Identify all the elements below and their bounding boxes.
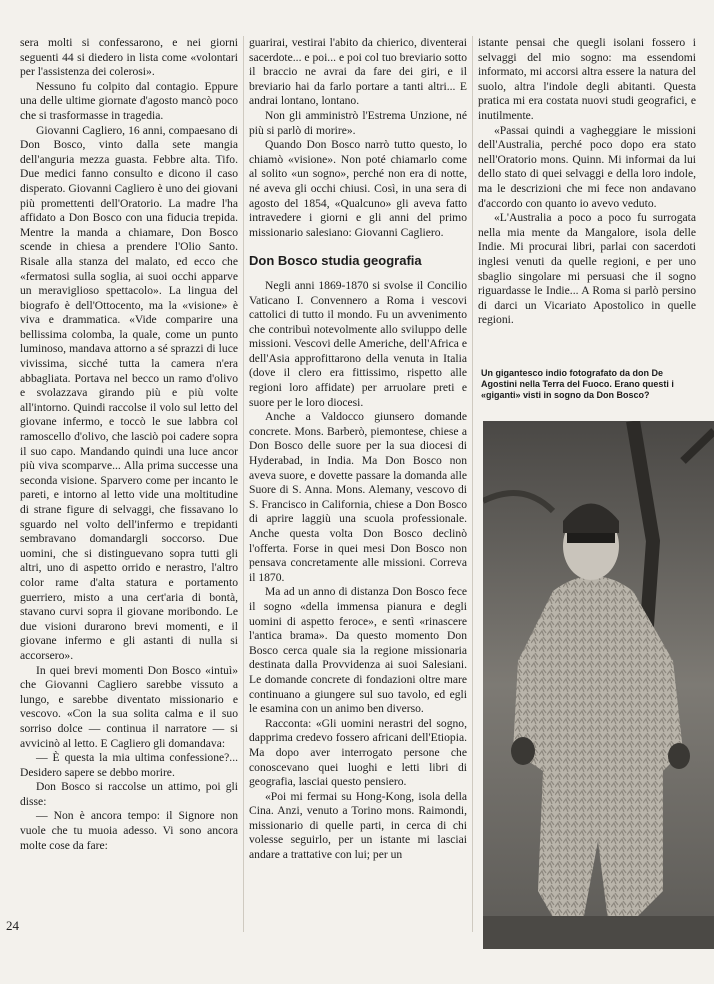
paragraph: guarirai, vestirai l'abito da chierico, diventerai sacerdote... e poi... e poi col tuo breviario sotto il braccio ne avrai da fare dei giri, e il breviario hai da farlo portare a tanti altri... E andrai lontano, lontano. xyxy=(249,36,467,108)
column-divider xyxy=(472,36,473,932)
paragraph: Quando Don Bosco narrò tutto questo, lo chiamò «visione». Non poté chiamarlo come al solito «un sogno», perché non era di notte, né aveva gli occhi chiusi. Così, in una sera di agosto del 1854, «Qualcuno» gli aveva fatto intravedere i giorni e gli anni del primo missionario salesiano: Giovanni Cagliero. xyxy=(249,138,467,239)
paragraph: istante pensai che quegli isolani fossero i selvaggi del mio sogno: ma essendomi informato, mi accorsi altra essere la natura del suolo, altra l'indole degli abitanti. Questa pratica mi era costata nuovi studi geografici, e inutilmente. xyxy=(478,36,696,122)
column-divider xyxy=(243,36,244,932)
page-number: 24 xyxy=(6,918,19,933)
paragraph: Non gli amministrò l'Estrema Unzione, né più si parlò di morire». xyxy=(249,108,467,137)
paragraph: «Passai quindi a vagheggiare le missioni dell'Australia, perché poco dopo era stato nell'Oratorio mons. Quinn. Mi informai da lui dello stato di quei selvaggi e della loro indole, ma le descrizioni che mi fece non andavano d'accordo con quanto io avevo veduto. xyxy=(478,123,696,210)
paragraph: Don Bosco si raccolse un attimo, poi gli disse: xyxy=(20,780,238,808)
paragraph: Negli anni 1869-1870 si svolse il Concilio Vaticano I. Convennero a Roma i vescovi cattolici di tutto il mondo. Fu un avvenimento che contribuì notevolmente allo sviluppo delle missioni. Vescovi delle Americhe, dell'Africa e dell'Asia approfittarono della venuta in Italia (dove il clero era fittissimo, rispetto alle regioni loro affidate) per arruolare preti e suore per le loro diocesi. xyxy=(249,278,467,409)
text-column-2 xyxy=(249,36,467,863)
paragraph: — È questa la mia ultima confessione?... Desidero sapere se debbo morire. xyxy=(20,751,238,779)
paragraph: «L'Australia a poco a poco fu surrogata nella mia mente da Mangalore, isola delle Indie. Mi procurai libri, parlai con sacerdoti inglesi venuti da quelle regioni, e per uno sbaglio singolare mi persuasi che il sogno riguardasse le Indie... A Roma si parlò persino di darci un Vicariato Apostolico in quelle regioni. xyxy=(478,211,696,327)
paragraph: Nessuno fu colpito dal contagio. Eppure una delle ultime giornate d'agosto mancò poco che si trasformasse in tragedia. xyxy=(20,79,238,122)
section-heading: Don Bosco studia geografia xyxy=(249,253,422,269)
paragraph: In quei brevi momenti Don Bosco «intuì» che Giovanni Cagliero sarebbe vissuto a lungo, e sarebbe diventato missionario e vescovo. «Con la sua solita calma e il suo sorriso dolce — continua il narratore — si avvicinò al letto. E Cagliero gli domandava: xyxy=(20,663,238,750)
paragraph: Ma ad un anno di distanza Don Bosco fece il sogno «della immensa pianura e degli uomini di aspetto feroce», e sentì «rinascere l'antica brama». Da questo momento Don Bosco cerca quale sia la regione missionaria destinata dalla Provvidenza ai suoi Salesiani. Le domande concrete di fondazioni oltre mare continuano a giungere sul suo tavolo, ed egli le esamina con un animo ben diverso. xyxy=(249,585,467,716)
photo-caption: Un gigantesco indio fotografato da don De Agostini nella Terra del Fuoco. Erano questi i «giganti» visti in sogno da Don Bosco? xyxy=(481,368,674,400)
paragraph: — Non è ancora tempo: il Signore non vuole che tu muoia adesso. Vi sono ancora molte cose da fare: xyxy=(20,809,238,852)
paragraph: sera molti si confessarono, e nei giorni seguenti 44 si diedero in lista come «volontari per l'assistenza dei colerosi». xyxy=(20,36,238,79)
photo-indio-fur-costume xyxy=(483,421,714,949)
paragraph: Giovanni Cagliero, 16 anni, compaesano di Don Bosco, vinto dalla sete mangia dell'anguria mezza guasta. Febbre alta. Tifo. Due medici fanno consulto e dicono il caso disperato. Giovanni Cagliero è uno dei giovani più promettenti dell'Oratorio. La madre l'ha affidato a Don Bosco con una fiducia trepida. Mentre la manda a chiamare, Don Bosco scende in chiesa a prendere l'Olio Santo. Risale alla stanza del malato, ed ecco che «fermatosi sulla soglia, ai suoi occhi apparve un meraviglioso spettacolo». La lingua del biografo è dell'Ottocento, ma la «visione» è viva e drammatica. «Vide comparire una bellissima colomba, la quale, come un punto luminoso, mandava attorno a sé sprazzi di luce vivissima, sicché tutta la camera n'era abbagliata. Portava nel becco un ramo d'olivo e svolazzava girando più e più volte all'intorno. Quindi raccolse il volo sul letto del giovane infermo, e toccò le sue labbra col ramoscello d'olivo, che lasciò poi cadere sopra il suo capo. Mandando quindi una luce ancor più viva scomparve... Alla prima successe una seconda visione. Sparvero come per incanto le pareti, e intorno al letto vide una moltitudine di strane figure di selvaggi, che fissavano lo sguardo nel volto dell'infermo e trepidanti sembravano domandargli soccorso. Due uomini, che si distinguevano sopra tutti gli altri, uno di aspetto orrido e nerastro, l'altro color rame d'alta statura e portamento guerriero, misto a una cert'aria di bontà, stavano curvi sopra il giovane moribondo. Le due visioni durarono brevi momenti, e il giovane infermo e gli astanti di nulla si accorsero». xyxy=(20,123,238,662)
text-column-3 xyxy=(478,36,696,328)
text-column-1 xyxy=(20,36,238,853)
paragraph: «Poi mi fermai su Hong-Kong, isola della Cina. Anzi, venuto a Torino mons. Raimondi, missionario di quelle parti, in cerca di chi volesse seguirlo, per un istante mi lasciai andare a trattative con lui; per un xyxy=(249,789,467,862)
paragraph: Racconta: «Gli uomini nerastri del sogno, dapprima credevo fossero africani dell'Etiopia. Ma dopo aver interrogato persone che conoscevano quei luoghi e letti libri di geografia, lasciai questo pensiero. xyxy=(249,716,467,789)
paragraph: Anche a Valdocco giunsero domande concrete. Mons. Barberò, piemontese, chiese a Don Bosco delle suore per la sua diocesi di Hyderabad, in India. Ma Don Bosco non aveva suore, e dovette passare la domanda alle Suore di S. Anna. Mons. Alemany, vescovo di S. Francisco in California, chiese a Don Bosco di aprire laggiù una scuola professionale. Anche questa volta Don Bosco declinò l'offerta. Forse in quei mesi Don Bosco non pensava concretamente alle missioni. Correva il 1870. xyxy=(249,410,467,584)
